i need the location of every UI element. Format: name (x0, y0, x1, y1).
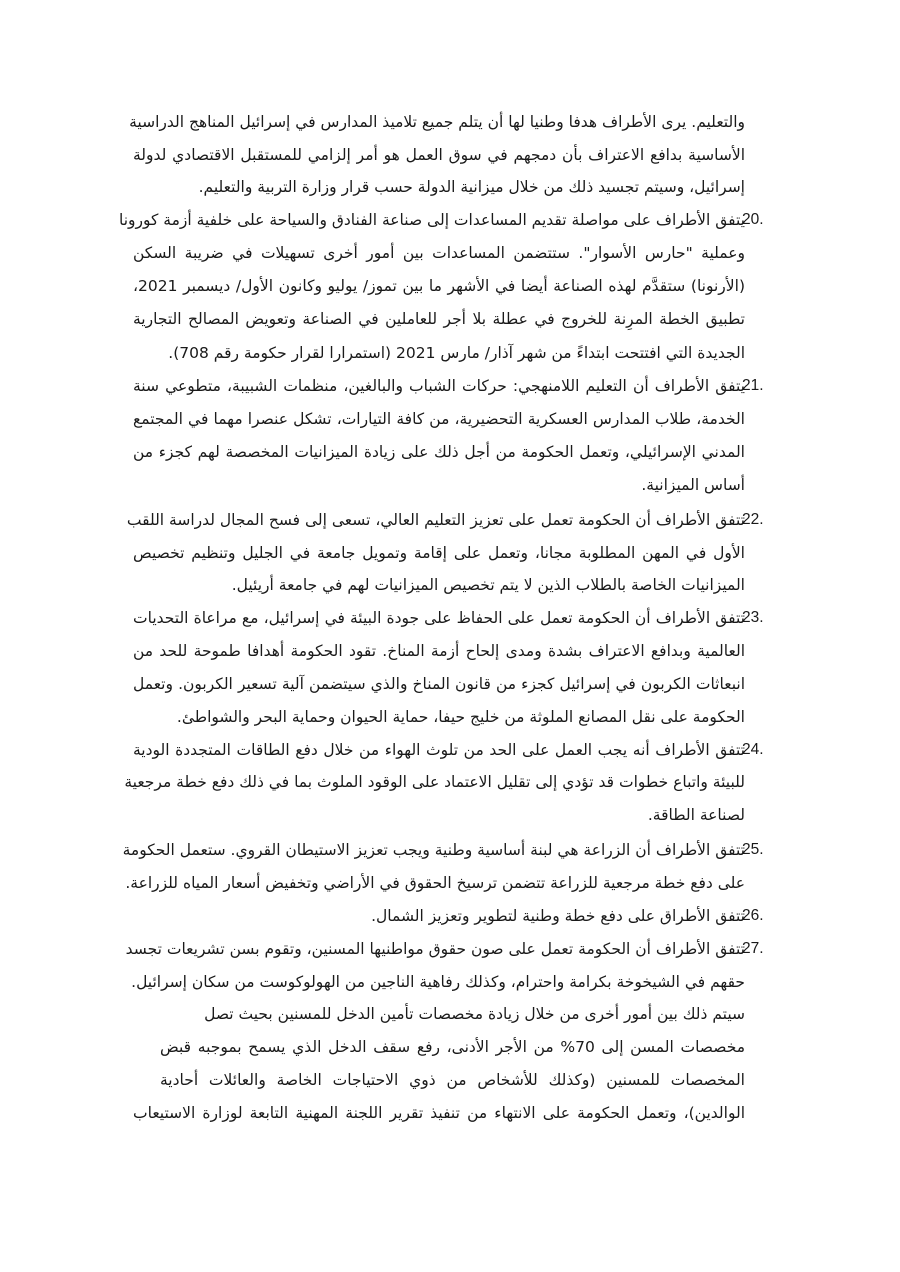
text-line: الجديدة التي افتتحت ابتداءً من شهر آذار/ مارس 2021 (استمرارا لقرار حكومة رقم 708). (168, 344, 745, 362)
text-line: المدني الإسرائيلي، وتعمل الحكومة من أجل ذلك على زيادة الميزانيات المخصصة لهم كجزء من (133, 443, 745, 461)
text-line: تطبيق الخطة المرِنة للخروج في عطلة بلا أجر للعاملين في الصناعة وتعويض المصالح التجارية (133, 310, 745, 328)
text-line: سيتم ذلك بين أمور أخرى من خلال زيادة مخصصات تأمين الدخل للمسنين بحيث تصل (204, 1005, 745, 1023)
text-line: وعملية "حارس الأسوار". ستتضمن المساعدات بين أمور أخرى تسهيلات في ضريبة السكن (133, 244, 745, 262)
text-line: تتفق الأطراف أن الحكومة تعمل على الحفاظ على جودة البيئة في إسرائيل، مع مراعاة التحديات (133, 609, 745, 627)
text-line: تتفق الأطراف أن الزراعة هي لبنة أساسية وطنية ويجب تعزيز الاستيطان القروي. ستعمل الحكومة (122, 841, 745, 859)
text-line: انبعاثات الكربون في إسرائيل كجزء من قانون المناخ والذي سيتضمن آلية تسعير الكربون. وتعمل (133, 675, 745, 693)
item-number: 25. (742, 841, 764, 858)
text-line: الأول في المهن المطلوبة مجانا، وتعمل على إقامة وتمويل جامعة في الجليل وتنظيم تخصيص (133, 544, 745, 562)
item-number: 20. (742, 211, 764, 228)
text-line: أساس الميزانية. (641, 476, 745, 494)
text-line: يتفق الأطراف أن التعليم اللامنهجي: حركات الشباب والبالغين، منظمات الشبيبة، متطوعي سنة (133, 377, 745, 395)
item-number: 27. (742, 940, 764, 957)
text-line: تتفق الأطراف أن الحكومة تعمل على تعزيز التعليم العالي، تسعى إلى فسح المجال لدراسة اللقب (126, 511, 745, 529)
text-line: تتفق الأطراق على دفع خطة وطنية لتطوير وتعزيز الشمال. (371, 907, 745, 925)
text-line: للبيئة واتباع خطوات قد تؤدي إلى تقليل الاعتماد على الوقود الملوث بما في ذلك دفع خطة مرجعية (124, 773, 745, 791)
item-number: 21. (742, 377, 764, 394)
text-line: إسرائيل، وسيتم تجسيد ذلك من خلال ميزانية الدولة حسب قرار وزارة التربية والتعليم. (198, 178, 745, 196)
item-number: 23. (742, 609, 764, 626)
item-number: 26. (742, 907, 764, 924)
text-line: الحكومة على نقل المصانع الملوثة من خليج حيفا، حماية الحيوان وحماية البحر والشواطئ. (176, 708, 745, 726)
text-line: والتعليم. يرى الأطراف هدفا وطنيا لها أن يتلم جميع تلاميذ المدارس في إسرائيل المناهج الدراسية (129, 113, 745, 131)
text-line: الخدمة، طلاب المدارس العسكرية التحضيرية، من كافة التيارات، تشكل عنصرا مهما في المجتمع (133, 410, 745, 428)
text-line: تتفق الأطراف أنه يجب العمل على الحد من تلوث الهواء من خلال دفع الطاقات المتجددة الودية (133, 741, 745, 759)
text-line: حقهم في الشيخوخة بكرامة واحترام، وكذلك رفاهية الناجين من الهولوكوست من سكان إسرائيل. (131, 973, 745, 991)
text-line: (الأرنونا) ستقدَّم لهذه الصناعة أيضا في الأشهر ما بين تموز/ يوليو وكانون الأول/ ديسمبر 2021، (133, 277, 745, 295)
text-line: مخصصات المسن إلى 70% من الأجر الأدنى، رفع سقف الدخل الذي يسمح بموجبه قبض (160, 1038, 745, 1056)
text-line: يتفق الأطراف على مواصلة تقديم المساعدات إلى صناعة الفنادق والسياحة على خلفية أزمة كورونا (118, 211, 745, 229)
text-line: الوالدين)، وتعمل الحكومة على الانتهاء من تنفيذ تقرير اللجنة المهنية التابعة لوزارة الاستيعاب (133, 1104, 745, 1122)
item-number: 22. (742, 511, 764, 528)
text-line: على دفع خطة مرجعية للزراعة تتضمن ترسيخ الحقوق في الأراضي وتخفيض أسعار المياه للزراعة. (125, 874, 745, 892)
text-line: الأساسية بدافع الاعتراف بأن دمجهم في سوق العمل هو أمر إلزامي للمستقبل الاقتصادي لدولة (133, 146, 745, 164)
text-line: تتفق الأطراف أن الحكومة تعمل على صون حقوق مواطنيها المسنين، وتقوم بسن تشريعات تجسد (125, 940, 745, 958)
text-line: العالمية وبدافع الاعتراف بشدة ومدى إلحاح أزمة المناخ. تقود الحكومة أهدافا طموحة للحد من (133, 642, 745, 660)
text-line: الميزانيات الخاصة بالطلاب الذين لا يتم تخصيص الميزانيات لهم في جامعة أريئيل. (231, 576, 745, 594)
item-number: 24. (742, 741, 764, 758)
text-line: لصناعة الطاقة. (647, 806, 745, 824)
text-line: المخصصات للمسنين (وكذلك للأشخاص من ذوي الاحتياجات الخاصة والعائلات أحادية (160, 1071, 745, 1089)
